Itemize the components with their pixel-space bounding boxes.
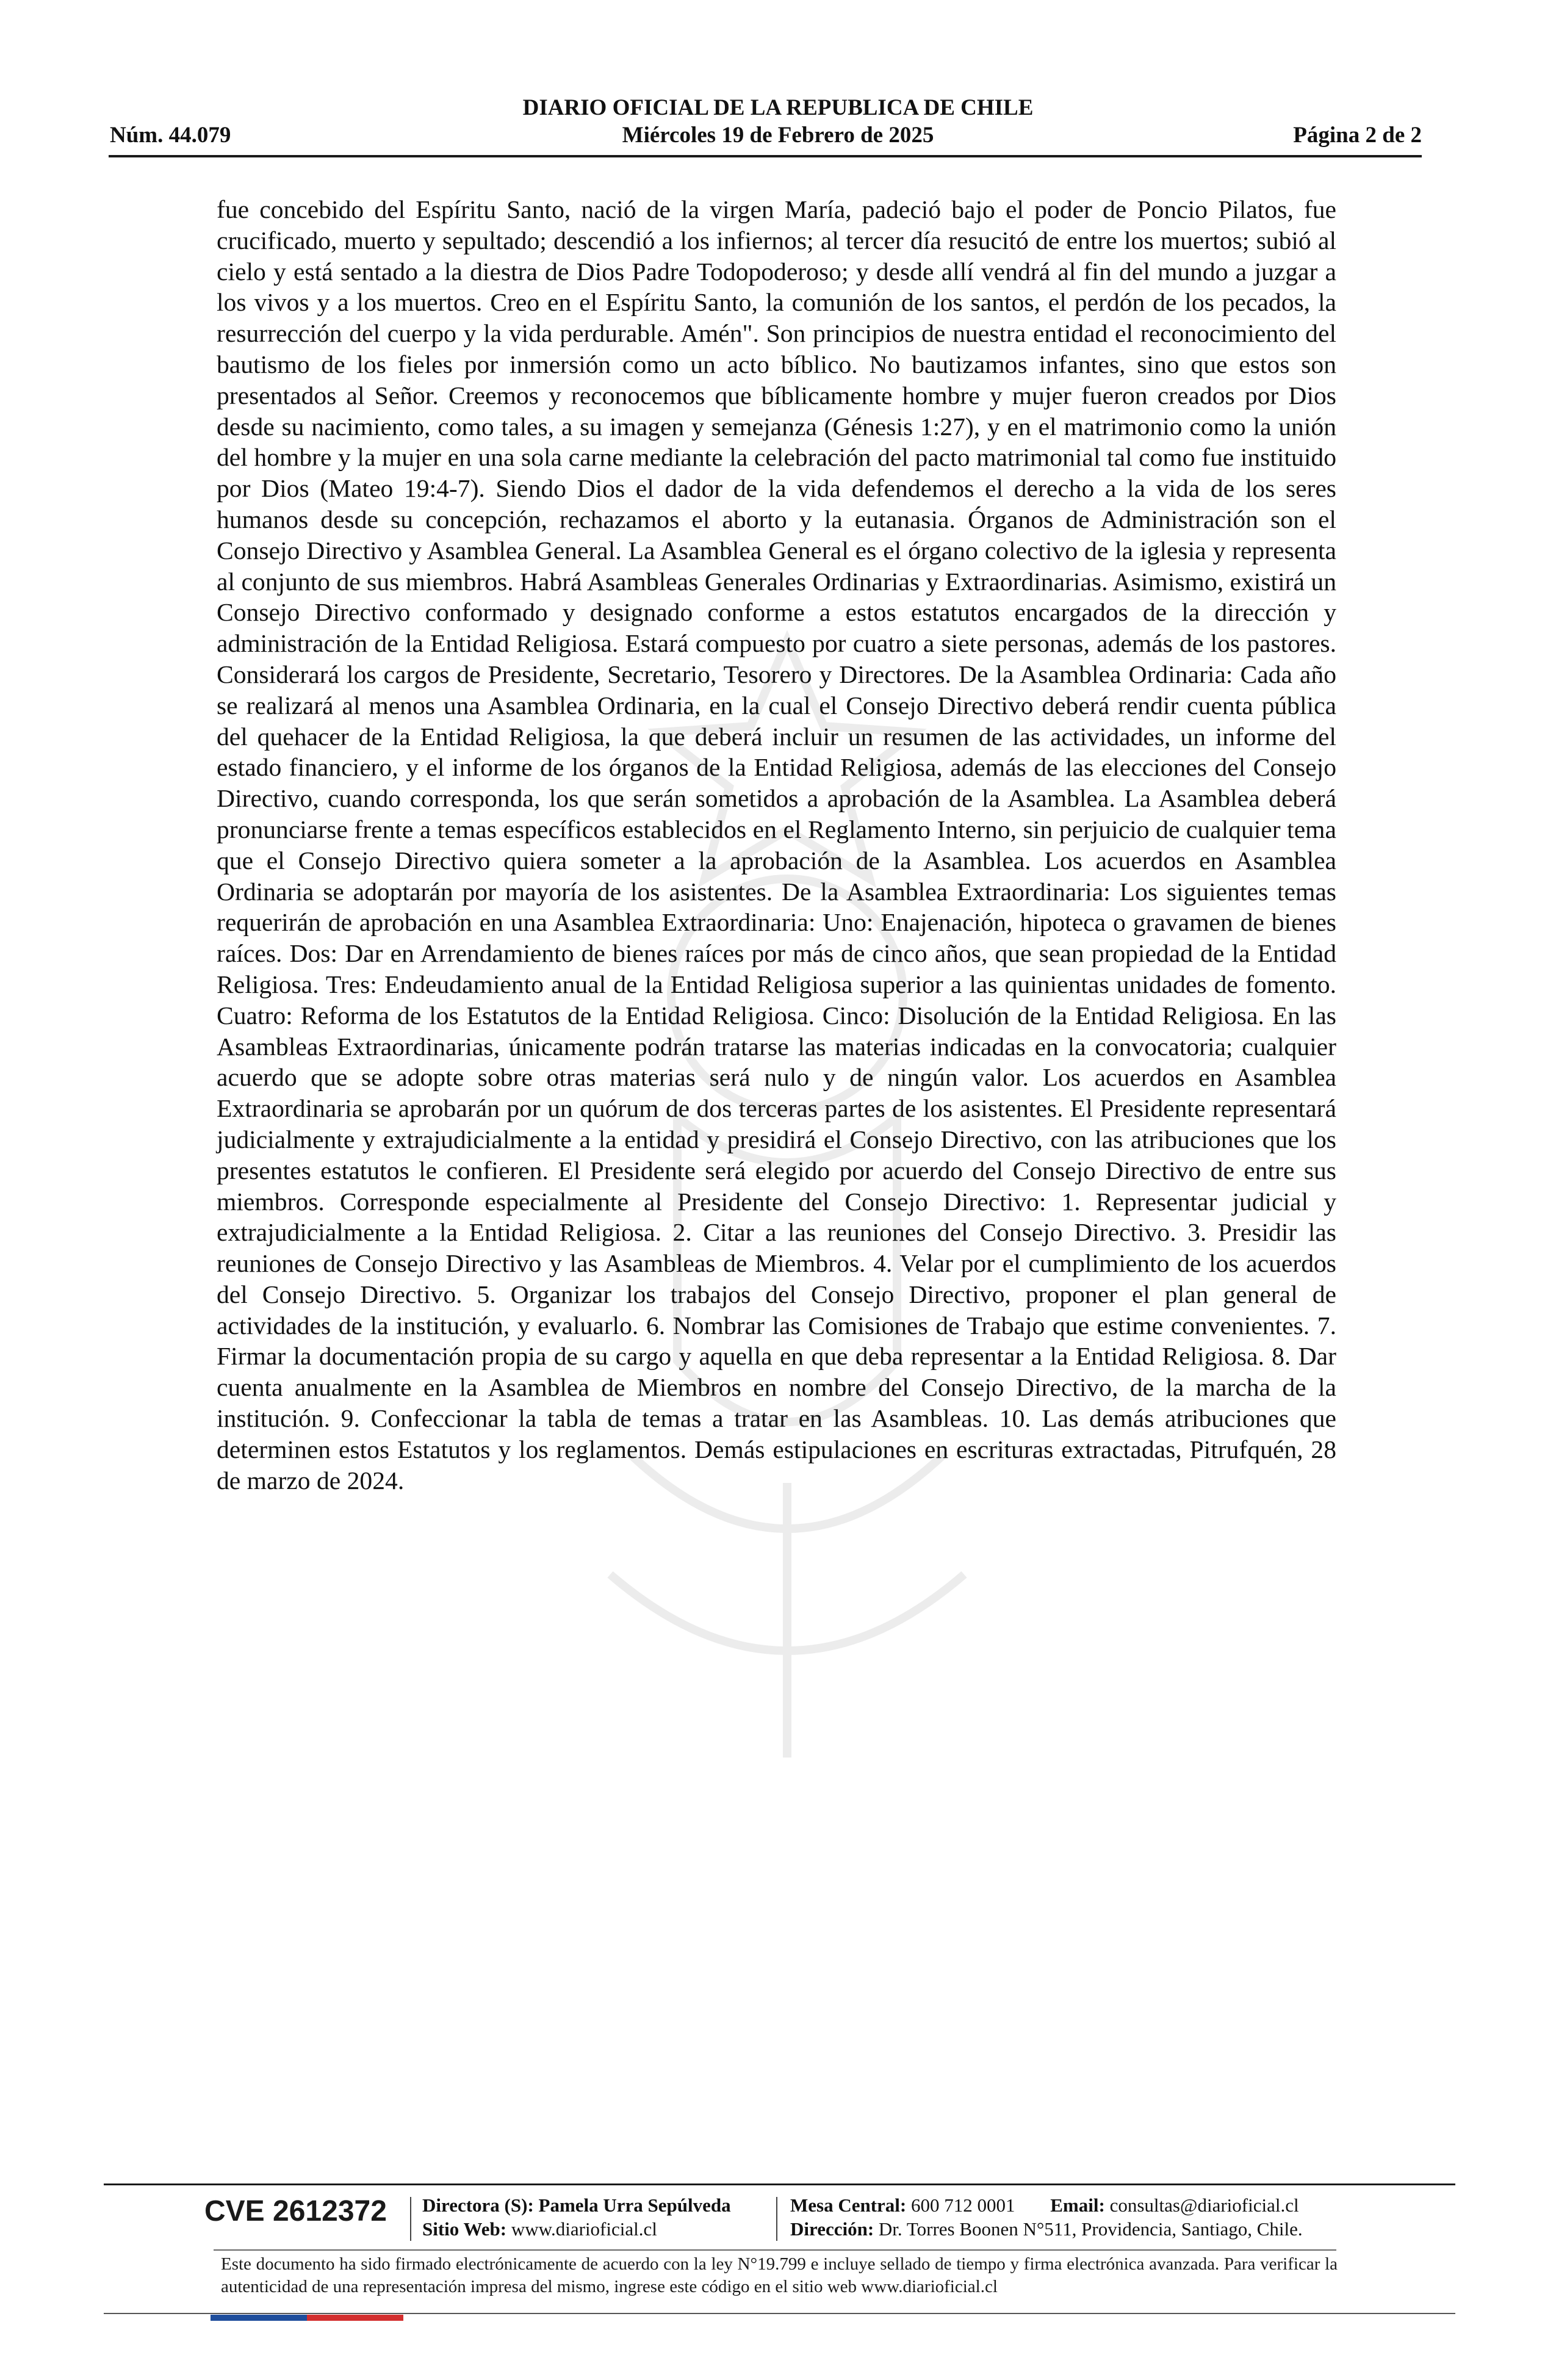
phone-label: Mesa Central: xyxy=(790,2194,907,2216)
footer-divider-mid xyxy=(214,2249,1336,2251)
page-indicator: Página 2 de 2 xyxy=(1293,123,1422,148)
email-label: Email: xyxy=(1050,2194,1105,2216)
footer-separator xyxy=(776,2197,777,2241)
website-link[interactable]: www.diarioficial.cl xyxy=(511,2218,657,2240)
cve-code: CVE 2612372 xyxy=(204,2195,387,2227)
issue-number: Núm. 44.079 xyxy=(110,123,231,148)
phone-value: 600 712 0001 xyxy=(911,2194,1015,2216)
footer-contact-block xyxy=(790,2193,1303,2241)
address-label: Dirección: xyxy=(790,2218,874,2240)
website-label: Sitio Web: xyxy=(422,2218,507,2240)
footer-separator xyxy=(410,2197,411,2241)
newspaper-title: DIARIO OFICIAL DE LA REPUBLICA DE CHILE xyxy=(522,95,1034,120)
director-name: Pamela Urra Sepúlveda xyxy=(538,2194,731,2216)
director-label: Directora (S): xyxy=(422,2194,534,2216)
flag-stripe-blue xyxy=(211,2315,307,2321)
contact-line xyxy=(790,2193,1303,2217)
footer-director-block xyxy=(422,2193,731,2241)
email-link[interactable]: consultas@diarioficial.cl xyxy=(1109,2194,1299,2216)
issue-date: Miércoles 19 de Febrero de 2025 xyxy=(622,123,934,148)
address-value: Dr. Torres Boonen N°511, Providencia, Santiago, Chile. xyxy=(878,2218,1303,2240)
director-line xyxy=(422,2193,731,2217)
footer-divider-bottom xyxy=(104,2313,1455,2314)
legal-notice: Este documento ha sido firmado electrónicamente de acuerdo con la ley N°19.799 e incluye sellado de tiempo y firma electrónica avanzada. Para verificar la autenticidad de una representación impresa del mismo, ingrese este código en el sitio web www.diarioficial.cl xyxy=(221,2254,1338,2296)
flag-stripe-red xyxy=(307,2315,403,2321)
website-line xyxy=(422,2217,731,2241)
footer-divider-top xyxy=(104,2183,1455,2185)
address-line xyxy=(790,2217,1303,2241)
header-divider xyxy=(109,155,1422,157)
document-body: fue concebido del Espíritu Santo, nació de la virgen María, padeció bajo el poder de Poncio Pilatos, fue crucificado, muerto y sepultado; descendió a los infiernos; al tercer día resucitó de entre los muertos; subió al cielo y está sentado a la diestra de Dios Padre Todopoderoso; y desde allí vendrá al fin del mundo a juzgar a los vivos y a los muertos. Creo en el Espíritu Santo, la comunión de los santos, el perdón de los pecados, la resurrección del cuerpo y la vida perdurable. Amén". Son principios de nuestra entidad el reconocimiento del bautismo de los fieles por inmersión como un acto bíblico. No bautizamos infantes, sino que estos son presentados al Señor. Creemos y reconocemos que bíblicamente hombre y mujer fueron creados por Dios desde su nacimiento, como tales, a su imagen y semejanza (Génesis 1:27), y en el matrimonio como la unión del hombre y la mujer en una sola carne mediante la celebración del pacto matrimonial tal como fue instituido por Dios (Mateo 19:4-7). Siendo Dios el dador de la vida defendemos el derecho a la vida de los seres humanos desde su concepción, rechazamos el aborto y la eutanasia. Órganos de Administración son el Consejo Directivo y Asamblea General. La Asamblea General es el órgano colectivo de la iglesia y representa al conjunto de sus miembros. Habrá Asambleas Generales Ordinarias y Extraordinarias. Asimismo, existirá un Consejo Directivo conformado y designado conforme a estos estatutos encargados de la dirección y administración de la Entidad Religiosa. Estará compuesto por cuatro a siete personas, además de los pastores. Considerará los cargos de Presidente, Secretario, Tesorero y Directores. De la Asamblea Ordinaria: Cada año se realizará al menos una Asamblea Ordinaria, en la cual el Consejo Directivo deberá rendir cuenta pública del quehacer de la Entidad Religiosa, la que deberá incluir un resumen de las actividades, un informe del estado financiero, y el informe de los órganos de la Entidad Religiosa, además de las elecciones del Consejo Directivo, cuando corresponda, los que serán sometidos a aprobación de la Asamblea. La Asamblea deberá pronunciarse frente a temas específicos establecidos en el Reglamento Interno, sin perjuicio de cualquier tema que el Consejo Directivo quiera someter a la aprobación de la Asamblea. Los acuerdos en Asamblea Ordinaria se adoptarán por mayoría de los asistentes. De la Asamblea Extraordinaria: Los siguientes temas requerirán de aprobación en una Asamblea Extraordinaria: Uno: Enajenación, hipoteca o gravamen de bienes raíces. Dos: Dar en Arrendamiento de bienes raíces por más de cinco años, que sean propiedad de la Entidad Religiosa. Tres: Endeudamiento anual de la Entidad Religiosa superior a las quinientas unidades de fomento. Cuatro: Reforma de los Estatutos de la Entidad Religiosa. Cinco: Disolución de la Entidad Religiosa. En las Asambleas Extraordinarias, únicamente podrán tratarse las materias indicadas en la convocatoria; cualquier acuerdo que se adopte sobre otras materias será nulo y de ningún valor. Los acuerdos en Asamblea Extraordinaria se aprobarán por un quórum de dos terceras partes de los asistentes. El Presidente representará judicialmente y extrajudicialmente a la entidad y presidirá el Consejo Directivo, con las atribuciones que los presentes estatutos le confieren. El Presidente será elegido por acuerdo del Consejo Directivo de entre sus miembros. Corresponde especialmente al Presidente del Consejo Directivo: 1. Representar judicial y extrajudicialmente a la Entidad Religiosa. 2. Citar a las reuniones del Consejo Directivo. 3. Presidir las reuniones de Consejo Directivo y las Asambleas de Miembros. 4. Velar por el cumplimiento de los acuerdos del Consejo Directivo. 5. Organizar los trabajos del Consejo Directivo, proponer el plan general de actividades de la institución, y evaluarlo. 6. Nombrar las Comisiones de Trabajo que estime convenientes. 7. Firmar la documentación propia de su cargo y aquella en que deba representar a la Entidad Religiosa. 8. Dar cuenta anualmente en la Asamblea de Miembros en nombre del Consejo Directivo, de la marcha de la institución. 9. Confeccionar la tabla de temas a tratar en las Asambleas. 10. Las demás atribuciones que determinen estos Estatutos y los reglamentos. Demás estipulaciones en escrituras extractadas, Pitrufquén, 28 de marzo de 2024. xyxy=(217,195,1336,1495)
